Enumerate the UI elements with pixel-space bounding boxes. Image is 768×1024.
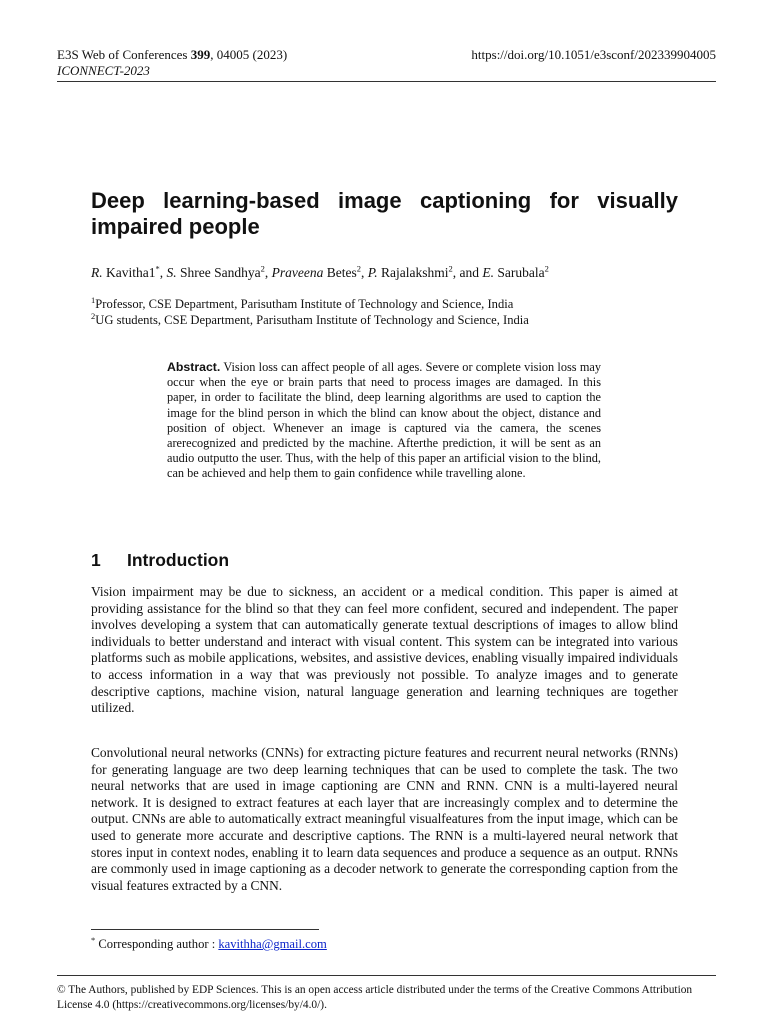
author: S. Shree Sandhya$^2$, — [166, 263, 272, 280]
body-paragraph: Convolutional neural networks (CNNs) for extracting picture features and recurrent neural networks (RNNs) for generating language are two deep learning techniques that can be used to complete the task. The two neural networks that are used in image captioning are CNN and RNN. CNN is a multi-layered neural network. It is designed to extract features at each layer that are increasingly complex and to determine the output. CNNs are able to automatically extract meaningful visualfeatures from the input image, which can be used to generate more accurate and descriptive captions. The RNN is a multi-layered neural network that stores input in context nodes, enabling it to learn data sequences and produce a sequence as an output. RNNs are commonly used in image captioning as a decoder network to generate the corresponding caption from the visual features extracted by a CNN. — [91, 745, 678, 893]
body-paragraph: Vision impairment may be due to sickness, an accident or a medical condition. This paper is aimed at providing assistance for the blind so that they can feel more confident, secured and independent. The paper involves developing a system that can automatically generate textual descriptions of images to allow blind individuals to better understand and interact with visual content. This system can be integrated into various platforms such as mobile applications, websites, and assistive devices, enabling visually impaired individuals to access information in a way that was previously not possible. To analyze images and to generate descriptive captions, machine vision, natural language generation and learning techniques are together utilized. — [91, 584, 678, 716]
journal-volume: 399 — [190, 47, 211, 62]
section-heading — [91, 549, 229, 571]
footnote — [91, 936, 327, 952]
abstract-text: Vision loss can affect people of all ages. Severe or complete vision loss may occur when the eye or brain parts that need to process images are damaged. In this paper, in order to facilitate the blind, deep learning algorithms are used to caption the image for the blind person in which the blind can know about the object, distance and position of object. Whenever an image is captured via the camera, the scenes arerecognized and predicted by the machine. Afterthe prediction, it will be sent as an audio outputto the user. Thus, with the help of this paper an artificial vision to the blind, can be achieved and help them to gain confidence while travelling alone. — [167, 360, 601, 481]
author: R. Kavitha1*, — [91, 263, 167, 280]
author: Praveena Betes$^2$, — [271, 263, 368, 280]
affiliation: $^1$Professor, CSE Department, Parisutham Institute of Technology and Science, India — [91, 294, 514, 311]
article-number: , 04005 (2023) — [210, 47, 288, 62]
abstract — [167, 360, 601, 482]
author: P. Rajalakshmi$^2$, and — [367, 263, 483, 280]
footnote-divider — [91, 929, 319, 930]
section-number: 1 — [91, 550, 101, 570]
author-email-link[interactable]: kavithha@gmail.com — [218, 937, 327, 951]
doi-link[interactable]: https://doi.org/10.1051/e3sconf/202339904005 — [471, 47, 716, 62]
author: E. Sarubala$^2$ — [482, 263, 549, 280]
footer-divider — [57, 975, 716, 976]
journal-citation — [57, 47, 287, 79]
footnote-label: Corresponding author : — [95, 937, 219, 951]
header-divider — [57, 81, 716, 82]
author-list — [91, 264, 549, 282]
license-notice: © The Authors, published by EDP Sciences. This is an open access article distributed under the terms of the Creative Commons Attribution License 4.0 (https://creativecommons.org/licenses/by/4.0/). — [57, 984, 693, 1011]
affiliations — [91, 296, 529, 328]
conference-name: ICONNECT-2023 — [57, 63, 150, 78]
journal-line — [57, 47, 287, 63]
journal-name: E3S Web of Conferences — [57, 47, 191, 62]
affiliation: $^2$UG students, CSE Department, Parisutham Institute of Technology and Science, India — [91, 310, 529, 327]
section-title: Introduction — [127, 550, 230, 570]
paper-title: Deep learning-based image captioning for visually impaired people — [91, 188, 678, 239]
footnote-mark: * — [91, 934, 96, 945]
abstract-label: Abstract. — [167, 360, 221, 374]
